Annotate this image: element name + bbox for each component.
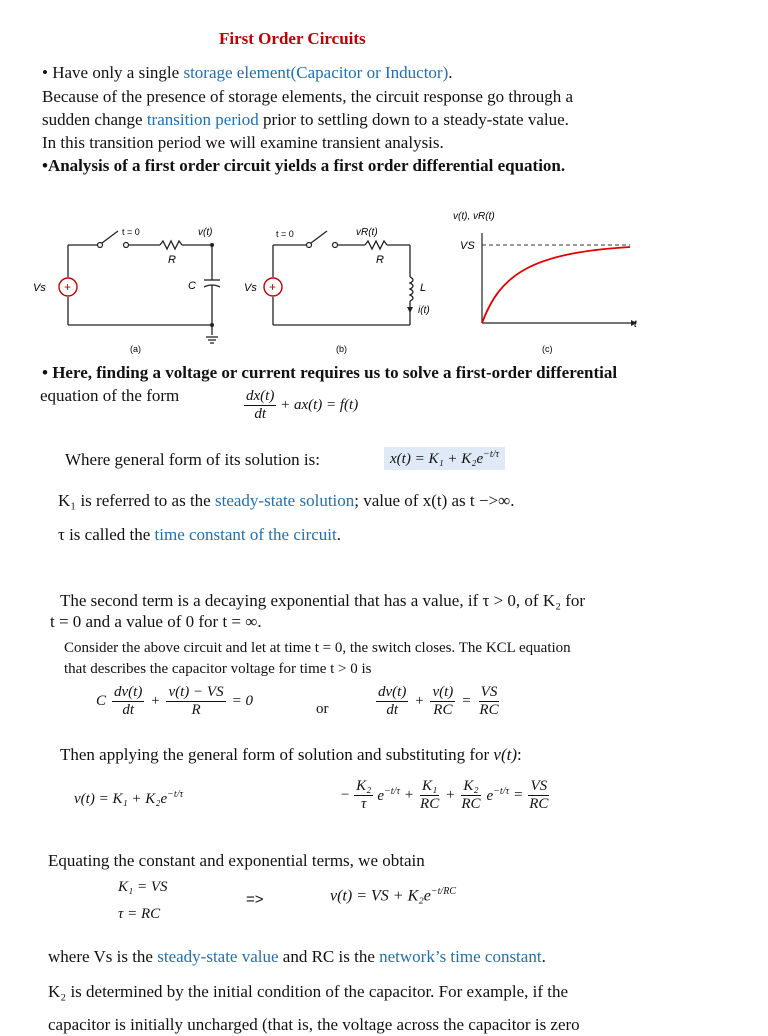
kcl-g1-num: dv(t) xyxy=(378,684,407,700)
time-constant-term: time constant of the circuit xyxy=(154,525,337,544)
kcl-equation-right xyxy=(376,684,501,719)
intro-line-3-pre: sudden change xyxy=(42,110,147,129)
form-denominator: dt xyxy=(254,406,266,422)
sub-h2-num: K₁ xyxy=(422,778,438,794)
where-pre: where Vs is the xyxy=(48,947,158,966)
kcl-f1-num: dv(t) xyxy=(114,684,143,700)
fig-b-switch-label: t = 0 xyxy=(276,229,294,239)
response-plot xyxy=(482,233,637,326)
sub-h1-den: τ xyxy=(361,796,367,812)
network-time-constant-term: network’s time constant xyxy=(379,947,542,966)
kcl-g3-den: RC xyxy=(479,702,499,718)
k1-definition xyxy=(58,490,514,512)
consider-line-1: Consider the above circuit and let at time t = 0, the switch closes. The KCL equation xyxy=(64,640,571,656)
sub-h1-num: K₂ xyxy=(356,778,372,794)
fig-a-switch-label: t = 0 xyxy=(122,227,140,237)
intro-line-5: •Analysis of a first order circuit yields a first order differential equation. xyxy=(42,156,566,175)
apply-pre: Then applying the general form of solution and substituting for xyxy=(60,745,494,764)
second-term-line-1: The second term is a decaying exponential that has a value, if τ > 0, of K₂ for xyxy=(60,591,586,610)
result-k1: K₁ = VS xyxy=(118,879,168,895)
result-v-equation xyxy=(330,886,456,905)
kcl-equation-left xyxy=(96,684,253,719)
intro-bullet-1-end: . xyxy=(448,63,453,82)
fig-a-caption: (a) xyxy=(130,344,141,354)
transition-period-term: transition period xyxy=(146,110,259,129)
k1-pre: K₁ is referred to as the xyxy=(58,491,215,510)
sub-left-equation xyxy=(74,789,183,808)
svg-text:+: + xyxy=(269,280,277,294)
fig-a-r-label: R xyxy=(168,254,176,266)
sub-equals: = xyxy=(513,787,524,803)
kcl-plus-1: + xyxy=(150,693,161,709)
intro-line-3 xyxy=(42,109,569,131)
kcl-g2-num: v(t) xyxy=(432,684,454,700)
where-line xyxy=(48,946,546,968)
form-numerator: dx(t) xyxy=(246,388,275,404)
result-v-exponent: −t/RC xyxy=(430,886,456,897)
intro-line-2: Because of the presence of storage elements, the circuit response go through a xyxy=(42,87,574,106)
intro-line-4: In this transition period we will examine transient analysis. xyxy=(42,133,444,152)
sub-e2: e xyxy=(486,788,494,804)
fig-a-v-label: v(t) xyxy=(198,227,213,238)
sub-left-exponent: −t/τ xyxy=(167,789,184,800)
equating-line: Equating the constant and exponential terms, we obtain xyxy=(48,851,425,870)
kcl-c: C xyxy=(96,693,107,709)
result-v-text: v(t) = VS + K₂e xyxy=(330,887,431,905)
kcl-g1-den: dt xyxy=(386,702,398,718)
steady-state-solution-term: steady-state solution xyxy=(214,491,355,510)
cut-off-line: capacitor is initially uncharged (that is, the voltage across the capacitor is zero xyxy=(48,1015,580,1034)
fig-b-l-label: L xyxy=(420,282,427,294)
fig-a-c-label: C xyxy=(188,280,196,292)
intro-line-3-post: prior to settling down to a steady-state value. xyxy=(258,110,569,129)
para2-line-2: equation of the form xyxy=(40,386,180,405)
apply-post: : xyxy=(517,745,522,764)
second-term-line-2: t = 0 and a value of 0 for t = ∞. xyxy=(50,612,262,631)
para2-line-1: • Here, finding a voltage or current requires us to solve a first-order differential xyxy=(42,363,618,382)
solution-label: Where general form of its solution is: xyxy=(65,450,320,469)
sub-e1: e xyxy=(377,788,385,804)
fig-b-vr-label: vR(t) xyxy=(356,227,378,238)
kcl-g3-num: VS xyxy=(480,684,498,700)
where-post: . xyxy=(541,947,546,966)
fig-b-r-label: R xyxy=(376,254,384,266)
sub-minus: − xyxy=(340,787,351,803)
page-title: First Order Circuits xyxy=(219,29,366,48)
steady-state-value-term: steady-state value xyxy=(157,947,279,966)
tau-post: . xyxy=(336,525,341,544)
result-arrow: => xyxy=(246,891,264,908)
consider-line-2: that describes the capacitor voltage for time t > 0 is xyxy=(64,661,372,677)
apply-var: v(t) xyxy=(493,745,518,764)
circuit-a xyxy=(68,231,220,343)
sub-h4-num: VS xyxy=(530,778,548,794)
fig-c-vs-label: VS xyxy=(460,240,475,252)
fig-c-ylabel: v(t), vR(t) xyxy=(453,211,495,222)
sub-plus-1: + xyxy=(403,787,415,803)
fig-b-caption: (b) xyxy=(336,344,347,354)
fig-b-i-label: i(t) xyxy=(418,305,430,316)
kcl-f1-den: dt xyxy=(122,702,135,718)
general-solution-text: x(t) = K₁ + K₂e xyxy=(390,451,484,467)
intro-bullet-1 xyxy=(42,62,453,84)
tau-definition xyxy=(58,524,341,546)
sub-left-text: v(t) = K₁ + K₂e xyxy=(74,791,168,807)
sub-h3-den: RC xyxy=(461,796,481,812)
fig-c-xlabel: t xyxy=(634,319,637,330)
sub-right-equation xyxy=(340,778,550,813)
form-rest: + ax(t) = f(t) xyxy=(280,396,359,413)
fig-b-vs: Vs xyxy=(244,282,257,294)
sub-e1-exp: −t/τ xyxy=(384,786,400,797)
intro-bullet-1-text: • Have only a single xyxy=(42,63,184,82)
general-solution-exponent: −t/τ xyxy=(483,449,500,460)
k1-post: ; value of x(t) as t −>∞. xyxy=(354,491,515,510)
sub-h3-num: K₂ xyxy=(463,778,479,794)
svg-text:+: + xyxy=(64,280,72,294)
tau-pre: τ is called the xyxy=(58,525,155,544)
kcl-equals: = xyxy=(461,693,472,709)
sub-h2-den: RC xyxy=(420,796,440,812)
circuit-b xyxy=(273,231,413,325)
result-tau: τ = RC xyxy=(118,906,161,922)
fig-c-caption: (c) xyxy=(542,344,553,354)
kcl-equals-zero: = 0 xyxy=(231,693,253,709)
general-solution-equation xyxy=(384,447,505,470)
fig-a-vs: Vs xyxy=(33,282,46,294)
k2-line: K₂ is determined by the initial condition of the capacitor. For example, if the xyxy=(48,982,569,1001)
kcl-f2-den: R xyxy=(191,702,201,718)
kcl-plus-2: + xyxy=(414,693,425,709)
first-order-form-equation xyxy=(244,388,358,423)
kcl-or: or xyxy=(316,701,329,717)
sub-e2-exp: −t/τ xyxy=(493,786,510,797)
apply-line xyxy=(60,744,522,766)
storage-element-term: storage element(Capacitor or Inductor) xyxy=(183,63,449,82)
kcl-f2-num: v(t) − VS xyxy=(168,684,224,700)
sub-plus-2: + xyxy=(445,787,456,803)
sub-h4-den: RC xyxy=(529,796,549,812)
where-mid: and RC is the xyxy=(278,947,380,966)
kcl-g2-den: RC xyxy=(433,702,453,718)
circuit-figure xyxy=(30,205,650,355)
